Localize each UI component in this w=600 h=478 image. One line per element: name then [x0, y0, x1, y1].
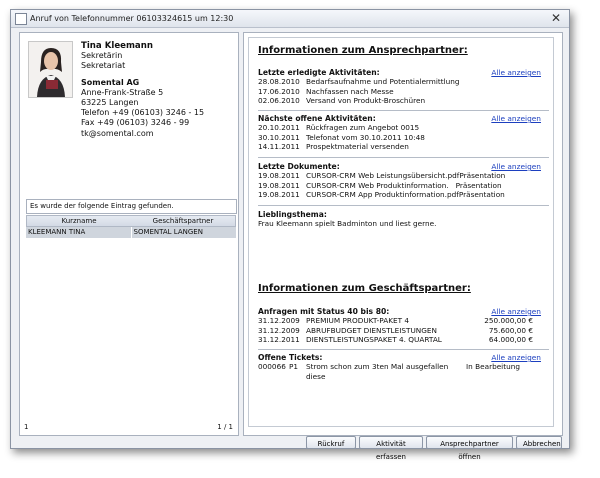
- column-header-kurzname[interactable]: Kurzname: [61, 217, 97, 225]
- document-text: CURSOR-CRM App Produktinformation.pdfPräsentation: [306, 190, 505, 200]
- request-text: DIENSTLEISTUNGSPAKET 4. QUARTAL: [306, 335, 442, 345]
- activity-date: 02.06.2010: [258, 96, 300, 106]
- tickets-show-all-link[interactable]: Alle anzeigen: [491, 353, 541, 362]
- right-panel: [243, 32, 563, 436]
- contact-fax: Fax +49 (06103) 3246 - 99: [81, 118, 190, 128]
- list-item: [258, 142, 541, 152]
- activity-date: 30.10.2011: [258, 132, 300, 142]
- request-date: 31.12.2009: [258, 316, 300, 325]
- request-amount: 64.000,00 €: [488, 335, 533, 345]
- contact-city: 63225 Langen: [81, 98, 139, 108]
- section-requests: [258, 307, 541, 345]
- activity-date: 17.06.2010: [258, 86, 300, 96]
- tickets-title: Offene Tickets:: [258, 353, 323, 362]
- activity-text: Telefonat vom 30.10.2011 10:48: [306, 132, 425, 142]
- favorite-topic-text: Frau Kleemann spielt Badminton und liest gerne.: [258, 219, 437, 228]
- list-item[interactable]: [258, 190, 541, 200]
- divider: [258, 157, 549, 158]
- geschaeft-heading: Informationen zum Geschäftspartner:: [258, 283, 471, 294]
- document-date: 19.08.2011: [258, 171, 300, 180]
- request-text: PREMIUM PRODUKT-PAKET 4: [306, 316, 410, 325]
- list-item: [258, 77, 541, 87]
- ticket-text: Strom schon zum 3ten Mal ausgefallen diese: [306, 362, 449, 381]
- divider: [258, 110, 549, 111]
- ansprech-heading: Informationen zum Ansprechpartner:: [258, 45, 468, 56]
- document-text: CURSOR-CRM Web Produktinformation. Präsentation: [306, 180, 502, 190]
- activity-text: Rückfragen zum Angebot 0015: [306, 123, 420, 132]
- cell-kurzname: KLEEMANN TINA: [28, 228, 86, 236]
- divider: [258, 349, 549, 350]
- section-documents: [258, 162, 541, 200]
- window-title: Anruf von Telefonnummer 06103324615 um 12:30: [30, 14, 234, 23]
- activity-text: Nachfassen nach Messe: [306, 86, 394, 96]
- list-item: [258, 133, 541, 143]
- done-show-all-link[interactable]: Alle anzeigen: [491, 68, 541, 77]
- activity-date: 14.11.2011: [258, 142, 300, 152]
- contact-name: Tina Kleemann: [81, 41, 153, 51]
- table-row[interactable]: [26, 227, 236, 238]
- section-favorite-topic: [258, 210, 541, 229]
- close-icon[interactable]: ✕: [550, 11, 561, 25]
- documents-title: Letzte Dokumente:: [258, 162, 340, 171]
- document-date: 19.08.2011: [258, 190, 300, 200]
- list-item: [258, 123, 541, 133]
- window-icon: [15, 13, 27, 25]
- open-contact-button[interactable]: Ansprechpartner öffnen: [426, 436, 513, 449]
- activity-text: Bedarfsaufnahme und Potentialermittlung: [306, 77, 460, 86]
- avatar: [28, 41, 73, 98]
- list-item: [258, 316, 541, 326]
- table-header: [26, 215, 236, 227]
- section-open-tickets: [258, 353, 541, 381]
- activity-date: 20.10.2011: [258, 123, 300, 132]
- cell-partner: SOMENTAL LANGEN: [131, 227, 237, 238]
- contact-info: [81, 41, 231, 139]
- callback-button[interactable]: Rückruf: [306, 436, 356, 449]
- document-text: CURSOR-CRM Web Leistungsübersicht.pdfPräsentation: [306, 171, 506, 180]
- record-count: 1: [24, 423, 29, 431]
- activity-date: 28.08.2010: [258, 77, 300, 86]
- list-item[interactable]: [258, 171, 541, 181]
- contact-company: Somental AG: [81, 77, 140, 87]
- request-amount: 75.600,00 €: [488, 325, 533, 335]
- ticket-priority: P1: [289, 362, 299, 371]
- done-activities-title: Letzte erledigte Aktivitäten:: [258, 68, 380, 77]
- contact-card: [28, 41, 228, 161]
- requests-show-all-link[interactable]: Alle anzeigen: [491, 307, 541, 316]
- request-date: 31.12.2011: [258, 335, 300, 345]
- search-result-text: Es wurde der folgende Eintrag gefunden.: [26, 199, 237, 214]
- document-date: 19.08.2011: [258, 180, 300, 190]
- request-date: 31.12.2009: [258, 325, 300, 335]
- ticket-status: In Bearbeitung: [466, 362, 520, 371]
- divider: [258, 205, 549, 206]
- page-indicator: 1 / 1: [217, 423, 233, 431]
- request-text: ABRUFBUDGET DIENSTLEISTUNGEN: [306, 325, 437, 335]
- documents-show-all-link[interactable]: Alle anzeigen: [491, 162, 541, 171]
- left-panel: [19, 32, 239, 436]
- title-bar: [11, 10, 569, 28]
- list-item: [258, 335, 541, 345]
- request-amount: 250.000,00 €: [484, 316, 533, 325]
- list-item: [258, 96, 541, 106]
- search-result-table: [26, 215, 236, 238]
- contact-email[interactable]: tk@somental.com: [81, 128, 154, 138]
- list-item[interactable]: [258, 362, 541, 381]
- column-header-partner[interactable]: Geschäftspartner: [152, 217, 214, 225]
- contact-phone: Telefon +49 (06103) 3246 - 15: [81, 108, 205, 118]
- record-activity-button[interactable]: Aktivität erfassen: [359, 436, 423, 449]
- dialog-window: [10, 9, 570, 461]
- activity-text: Versand von Produkt-Broschüren: [306, 96, 426, 106]
- section-done-activities: [258, 68, 541, 106]
- ticket-id: 000066: [258, 362, 286, 371]
- contact-street: Anne-Frank-Straße 5: [81, 87, 164, 97]
- section-open-activities: [258, 114, 541, 152]
- list-item: [258, 87, 541, 97]
- contact-department: Sekretariat: [81, 61, 126, 71]
- info-panel: [248, 37, 554, 427]
- open-show-all-link[interactable]: Alle anzeigen: [491, 114, 541, 123]
- cancel-button[interactable]: Abbrechen: [516, 436, 562, 449]
- activity-text: Prospektmaterial versenden: [306, 142, 409, 152]
- requests-title: Anfragen mit Status 40 bis 80:: [258, 307, 390, 316]
- list-item[interactable]: [258, 181, 541, 191]
- open-activities-title: Nächste offene Aktivitäten:: [258, 114, 376, 123]
- favorite-topic-title: Lieblingsthema:: [258, 210, 327, 219]
- list-item: [258, 326, 541, 336]
- contact-role: Sekretärin: [81, 51, 123, 61]
